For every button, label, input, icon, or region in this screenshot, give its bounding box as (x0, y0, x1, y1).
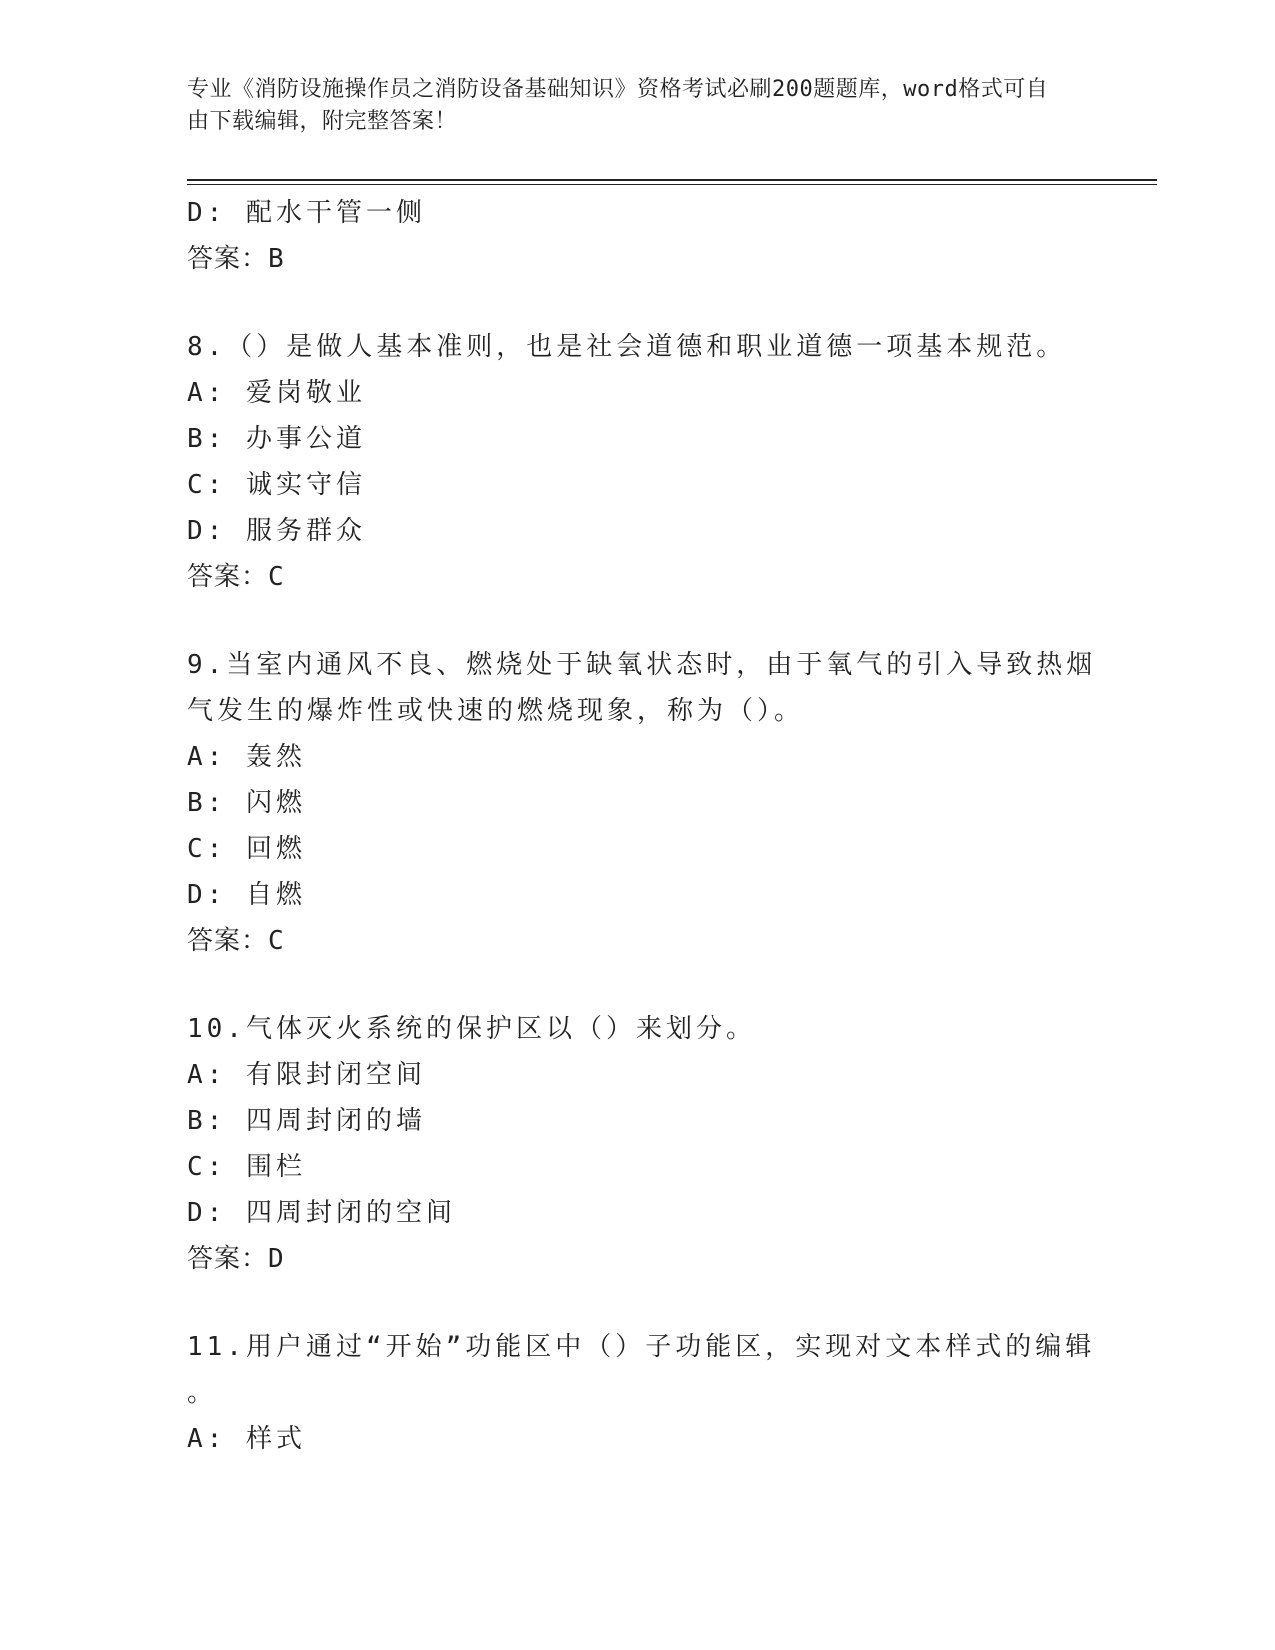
option-b: B: 闪燃 (187, 788, 306, 818)
option-c: C: 回燃 (187, 834, 306, 864)
option-a: A: 爱岗敬业 (187, 378, 366, 408)
header-divider-thick (187, 179, 1157, 181)
option-b: B: 办事公道 (187, 424, 366, 454)
prev-option-d: D: 配水干管一侧 (187, 198, 426, 228)
prev-answer: 答案：B (187, 244, 285, 274)
option-d: D: 自燃 (187, 880, 306, 910)
question-11 (187, 1324, 1096, 1462)
header-divider-thin (187, 184, 1157, 185)
document-header: 专业《消防设施操作员之消防设备基础知识》资格考试必刷200题题库，word格式可自由下载编辑，附完整答案！ (187, 77, 1049, 134)
option-c: C: 诚实守信 (187, 470, 366, 500)
option-d: D: 服务群众 (187, 516, 366, 546)
question-text: 10.气体灭火系统的保护区以（）来划分。 (187, 1014, 756, 1044)
question-text-line1: 11.用户通过“开始”功能区中（）子功能区，实现对文本样式的编辑 (187, 1332, 1096, 1362)
option-d: D: 四周封闭的空间 (187, 1198, 456, 1228)
option-a: A: 有限封闭空间 (187, 1060, 426, 1090)
question-text-line2: 气发生的爆炸性或快速的燃烧现象，称为（）。 (187, 696, 805, 726)
question-9 (187, 642, 1097, 964)
option-a: A: 样式 (187, 1424, 306, 1454)
question-text-line2: 。 (187, 1378, 218, 1408)
question-text: 8.（）是做人基本准则，也是社会道德和职业道德一项基本规范。 (187, 332, 1067, 362)
option-a: A: 轰然 (187, 742, 306, 772)
question-8 (187, 324, 1087, 600)
answer: 答案：D (187, 1244, 285, 1274)
option-b: B: 四周封闭的墙 (187, 1106, 426, 1136)
question-text-line1: 9.当室内通风不良、燃烧处于缺氧状态时，由于氧气的引入导致热烟 (187, 650, 1097, 680)
answer: 答案：C (187, 926, 285, 956)
option-c: C: 围栏 (187, 1152, 306, 1182)
answer: 答案：C (187, 562, 285, 592)
question-content (187, 190, 1097, 1462)
question-10 (187, 1006, 1087, 1282)
